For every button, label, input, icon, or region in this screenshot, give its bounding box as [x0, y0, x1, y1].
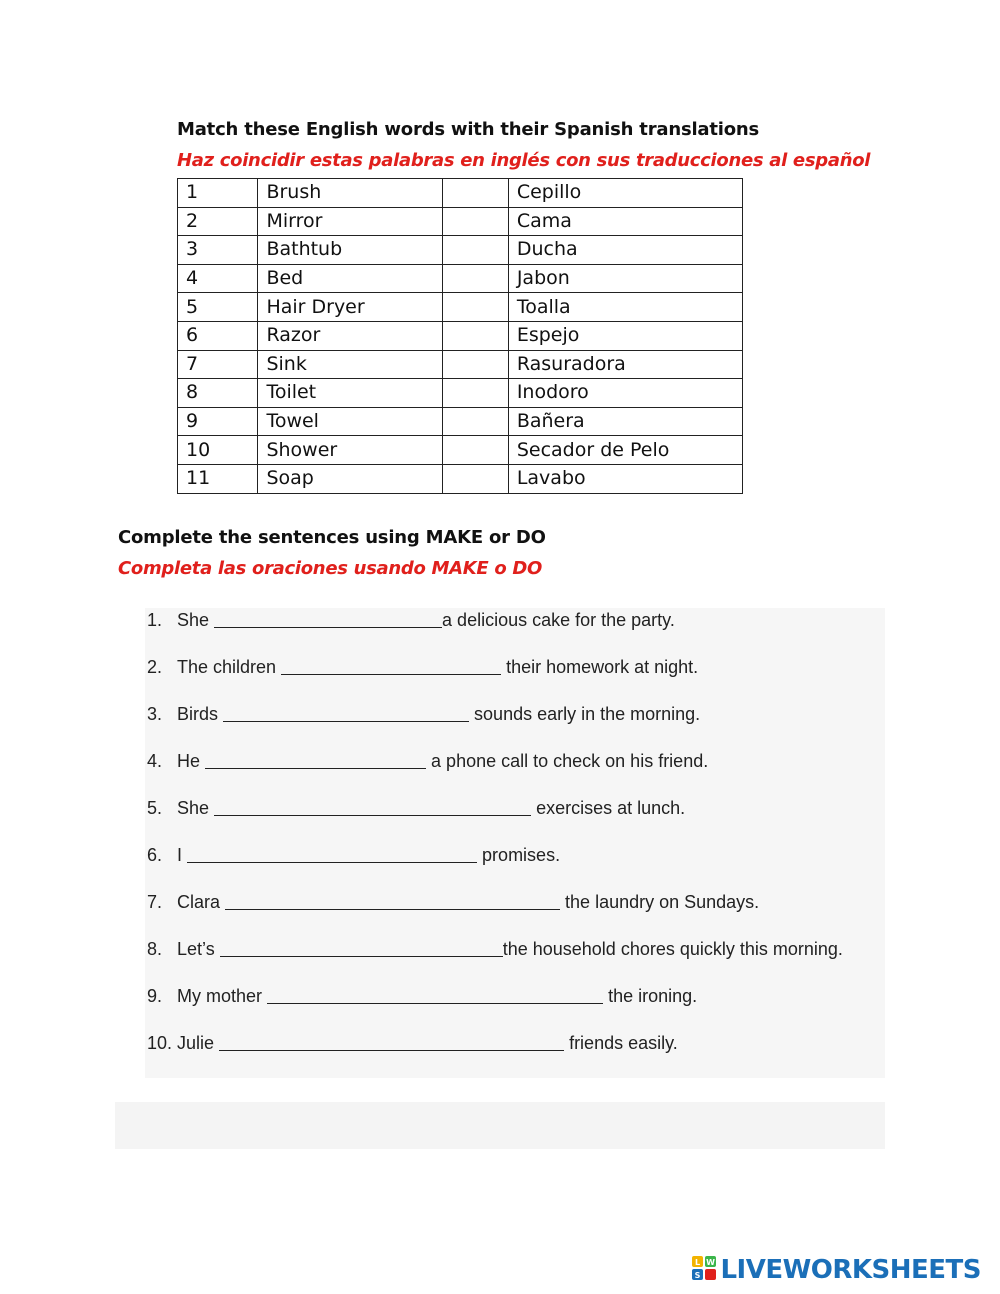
row-number: 2 — [178, 207, 258, 236]
english-word: Bathtub — [258, 236, 442, 265]
sentence-number: 5. — [147, 798, 163, 818]
table-row — [178, 321, 743, 350]
extra-answer-area[interactable] — [115, 1102, 885, 1149]
answer-cell[interactable] — [442, 350, 508, 379]
answer-blank[interactable] — [267, 985, 603, 1004]
matching-title: Match these English words with their Spanish translations — [177, 119, 760, 140]
sentence-item — [147, 983, 697, 1009]
english-word: Toilet — [258, 379, 442, 408]
sentence-end: promises. — [482, 845, 561, 865]
logo-letter: S — [694, 1270, 701, 1280]
spanish-word: Lavabo — [508, 464, 742, 493]
english-word: Shower — [258, 436, 442, 465]
spanish-word: Bañera — [508, 407, 742, 436]
row-number: 4 — [178, 264, 258, 293]
sentence-end: sounds early in the morning. — [474, 704, 701, 724]
sentence-start: My mother — [177, 986, 263, 1006]
spanish-word: Secador de Pelo — [508, 436, 742, 465]
sentence-number: 4. — [147, 751, 163, 771]
spanish-word: Inodoro — [508, 379, 742, 408]
sentence-end: friends easily. — [569, 1033, 678, 1053]
answer-cell[interactable] — [442, 264, 508, 293]
sentence-number: 2. — [147, 657, 163, 677]
sentence-item — [147, 607, 675, 633]
sentence-start: Clara — [177, 892, 221, 912]
table-row — [178, 379, 743, 408]
sentence-end: exercises at lunch. — [536, 798, 686, 818]
sentence-end: the ironing. — [608, 986, 698, 1006]
liveworksheets-brand — [692, 1255, 981, 1285]
logo-letter: W — [706, 1257, 715, 1267]
row-number: 3 — [178, 236, 258, 265]
row-number: 9 — [178, 407, 258, 436]
spanish-word: Rasuradora — [508, 350, 742, 379]
answer-cell[interactable] — [442, 436, 508, 465]
row-number: 8 — [178, 379, 258, 408]
answer-cell[interactable] — [442, 321, 508, 350]
english-word: Hair Dryer — [258, 293, 442, 322]
english-word: Razor — [258, 321, 442, 350]
spanish-word: Cama — [508, 207, 742, 236]
answer-cell[interactable] — [442, 464, 508, 493]
liveworksheets-logo-icon — [692, 1256, 716, 1285]
sentence-number: 10. — [147, 1033, 173, 1053]
answer-cell[interactable] — [442, 379, 508, 408]
sentence-end: a delicious cake for the party. — [442, 610, 675, 630]
spanish-word: Ducha — [508, 236, 742, 265]
sentence-start: She — [177, 610, 210, 630]
answer-blank[interactable] — [214, 797, 531, 816]
sentence-start: She — [177, 798, 210, 818]
answer-cell[interactable] — [442, 293, 508, 322]
sentence-number: 6. — [147, 845, 163, 865]
english-word: Sink — [258, 350, 442, 379]
sentence-item — [147, 842, 560, 868]
table-row — [178, 464, 743, 493]
sentence-number: 9. — [147, 986, 163, 1006]
matching-table — [177, 178, 743, 494]
sentence-item — [147, 936, 843, 962]
table-row — [178, 207, 743, 236]
row-number: 1 — [178, 179, 258, 208]
row-number: 11 — [178, 464, 258, 493]
sentence-item — [147, 701, 700, 727]
sentences-subtitle: Completa las oraciones usando MAKE o DO — [118, 558, 543, 579]
table-row — [178, 264, 743, 293]
answer-blank[interactable] — [223, 703, 469, 722]
sentence-end: the laundry on Sundays. — [565, 892, 760, 912]
answer-blank[interactable] — [220, 938, 503, 957]
sentence-number: 7. — [147, 892, 163, 912]
sentence-start: Birds — [177, 704, 219, 724]
sentence-start: He — [177, 751, 201, 771]
answer-cell[interactable] — [442, 179, 508, 208]
sentence-start: The children — [177, 657, 277, 677]
answer-blank[interactable] — [219, 1032, 564, 1051]
answer-cell[interactable] — [442, 207, 508, 236]
sentence-start: Julie — [177, 1033, 215, 1053]
sentence-start: Let’s — [177, 939, 215, 959]
table-row — [178, 179, 743, 208]
sentence-end: their homework at night. — [506, 657, 699, 677]
table-row — [178, 350, 743, 379]
sentence-end: a phone call to check on his friend. — [431, 751, 709, 771]
logo-letter: L — [694, 1257, 701, 1267]
answer-blank[interactable] — [214, 609, 442, 628]
english-word: Brush — [258, 179, 442, 208]
answer-blank[interactable] — [205, 750, 426, 769]
spanish-word: Jabon — [508, 264, 742, 293]
spanish-word: Espejo — [508, 321, 742, 350]
table-row — [178, 407, 743, 436]
row-number: 10 — [178, 436, 258, 465]
english-word: Soap — [258, 464, 442, 493]
row-number: 6 — [178, 321, 258, 350]
spanish-word: Toalla — [508, 293, 742, 322]
table-row — [178, 236, 743, 265]
sentence-item — [147, 795, 685, 821]
english-word: Towel — [258, 407, 442, 436]
answer-blank[interactable] — [187, 844, 477, 863]
answer-cell[interactable] — [442, 407, 508, 436]
sentence-item — [147, 748, 708, 774]
english-word: Bed — [258, 264, 442, 293]
sentence-item — [147, 654, 698, 680]
answer-cell[interactable] — [442, 236, 508, 265]
brand-name: LIVEWORKSHEETS — [720, 1255, 981, 1285]
row-number: 7 — [178, 350, 258, 379]
sentence-end: the household chores quickly this morning. — [502, 939, 843, 959]
sentence-item — [147, 889, 759, 915]
answer-blank[interactable] — [281, 656, 501, 675]
matching-subtitle: Haz coincidir estas palabras en inglés con sus traducciones al español — [177, 150, 871, 171]
answer-blank[interactable] — [225, 891, 560, 910]
sentence-item — [147, 1030, 678, 1056]
row-number: 5 — [178, 293, 258, 322]
table-row — [178, 436, 743, 465]
sentence-number: 1. — [147, 610, 163, 630]
sentence-number: 3. — [147, 704, 163, 724]
spanish-word: Cepillo — [508, 179, 742, 208]
sentences-title: Complete the sentences using MAKE or DO — [118, 527, 546, 548]
table-row — [178, 293, 743, 322]
sentence-start: I — [177, 845, 183, 865]
sentence-number: 8. — [147, 939, 163, 959]
english-word: Mirror — [258, 207, 442, 236]
